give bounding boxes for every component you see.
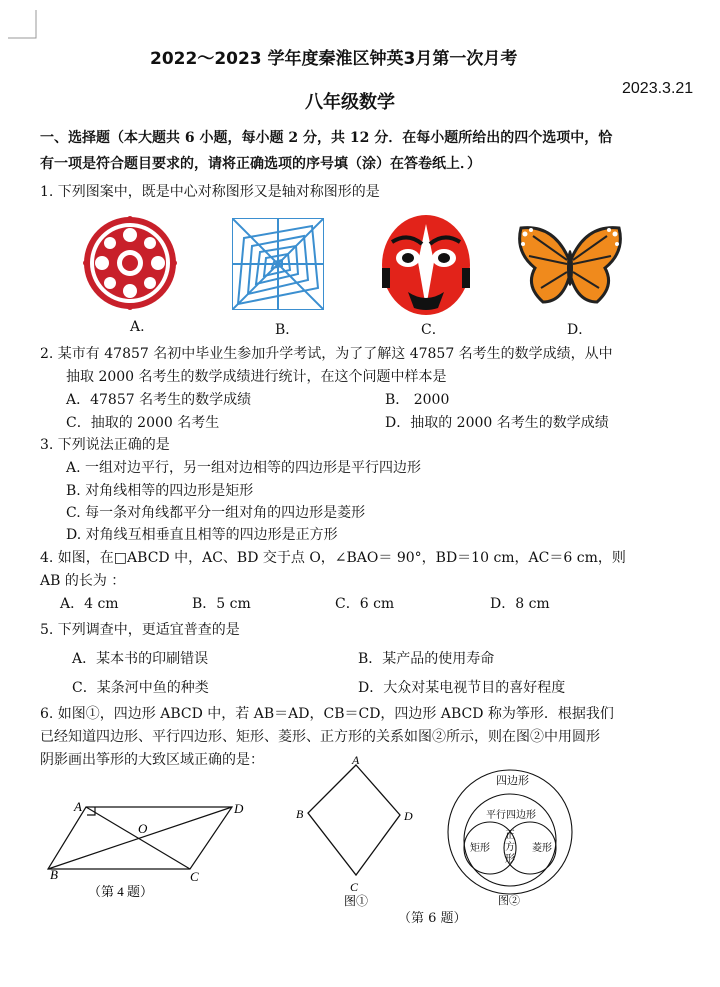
label-rectangle: 矩形: [470, 843, 490, 854]
q5-option-a: A．某本书的印刷错误: [72, 651, 209, 667]
spiral-pattern-icon: [232, 218, 324, 310]
q2-option-c: C．抽取的 2000 名考生: [66, 415, 220, 431]
label-o: O: [138, 821, 148, 836]
fig6b-caption: 图②: [498, 895, 520, 907]
q1-stem: 1. 下列图案中，既是中心对称图形又是轴对称图形的是: [40, 184, 380, 200]
label-rhombus: 菱形: [532, 843, 552, 854]
q5-option-b: B．某产品的使用寿命: [358, 651, 495, 667]
q6-stem-line2: 已经知道四边形、平行四边形、矩形、菱形、正方形的关系如图②所示，则在图②中用圆形: [40, 729, 600, 745]
label-square-3: 形: [505, 854, 515, 865]
q2-option-b: B． 2000: [385, 392, 450, 408]
q3-option-a: A. 一组对边平行，另一组对边相等的四边形是平行四边形: [66, 460, 422, 476]
fig4-caption: （第 4 题）: [88, 884, 154, 899]
fig6-caption: （第 6 题）: [398, 911, 467, 926]
exam-title: 2022～2023 学年度秦淮区钟英3月第一次月考: [150, 49, 518, 69]
q4-option-b: B．5 cm: [192, 596, 251, 612]
label-parallelogram: 平行四边形: [486, 810, 536, 821]
label-d: D: [404, 809, 413, 823]
q2-option-d: D．抽取的 2000 名考生的数学成绩: [385, 415, 609, 431]
q4-option-c: C．6 cm: [335, 596, 395, 612]
q2-option-a: A．47857 名考生的数学成绩: [66, 392, 252, 408]
q4-option-a: A．4 cm: [60, 596, 119, 612]
q3-stem: 3. 下列说法正确的是: [40, 437, 170, 453]
q3-option-b: B. 对角线相等的四边形是矩形: [66, 483, 254, 499]
label-square-1: 正: [505, 830, 515, 841]
section-heading-line1: 一、选择题（本大题共 6 小题，每小题 2 分，共 12 分．在每小题所给出的四个选项中，恰: [40, 130, 613, 146]
q6-stem-line1: 6. 如图①，四边形 ABCD 中，若 AB＝AD，CB＝CD，四边形 ABCD 称为筝形．根据我们: [40, 706, 614, 722]
q4-option-d: D．8 cm: [490, 596, 550, 612]
butterfly-icon: [515, 222, 625, 310]
q1-option-d: D．: [567, 322, 593, 338]
q1-option-a: A.: [130, 319, 145, 335]
opera-mask-icon: [378, 212, 474, 318]
label-c: C: [190, 869, 199, 884]
q1-option-c: C．: [421, 322, 446, 338]
q2-stem-line2: 抽取 2000 名考生的数学成绩进行统计，在这个问题中样本是: [66, 369, 447, 385]
q1-option-b: B．: [275, 322, 300, 338]
corner-mark: [8, 10, 38, 40]
exam-subtitle: 八年级数学: [305, 92, 395, 113]
q4-stem-line2: AB 的长为 ：: [40, 573, 126, 589]
fig6a-caption: 图①: [344, 894, 369, 908]
figure-q6-kite: [290, 755, 420, 910]
kite-abcd: [308, 765, 400, 875]
figure-q6-venn: [440, 762, 580, 910]
q2-stem-line1: 2. 某市有 47857 名初中毕业生参加升学考试，为了了解这 47857 名考生的数学成绩，从中: [40, 346, 613, 362]
diagonal-bd: [48, 807, 232, 869]
label-b: B: [50, 867, 58, 882]
label-a: A: [74, 799, 82, 814]
paper-cut-icon: [80, 213, 180, 313]
label-b: B: [296, 807, 304, 821]
section-heading-line2: 有一项是符合题目要求的，请将正确选项的序号填（涂）在答卷纸上．）: [40, 156, 481, 172]
figure-q4-parallelogram: [40, 795, 255, 905]
label-d: D: [234, 801, 244, 816]
q4-stem-line1: 4. 如图，在□ABCD 中，AC、BD 交于点 O，∠BAO＝ 90°，BD＝10 cm，AC＝6 cm，则: [40, 550, 626, 566]
q3-option-c: C. 每一条对角线都平分一组对角的四边形是菱形: [66, 505, 366, 521]
label-a: A: [352, 755, 360, 767]
label-c: C: [350, 880, 359, 894]
label-square-2: 方: [505, 842, 515, 853]
q3-option-d: D. 对角线互相垂直且相等的四边形是正方形: [66, 527, 338, 543]
q5-option-d: D．大众对某电视节目的喜好程度: [358, 680, 566, 696]
q6-stem-line3: 阴影画出筝形的大致区域正确的是：: [40, 752, 264, 768]
label-quadrilateral: 四边形: [496, 775, 529, 787]
q5-option-c: C．某条河中鱼的种类: [72, 680, 209, 696]
exam-date: 2023.3.21: [622, 80, 694, 97]
diagonal-ac: [86, 807, 190, 869]
q5-stem: 5. 下列调查中，更适宜普查的是: [40, 622, 240, 638]
